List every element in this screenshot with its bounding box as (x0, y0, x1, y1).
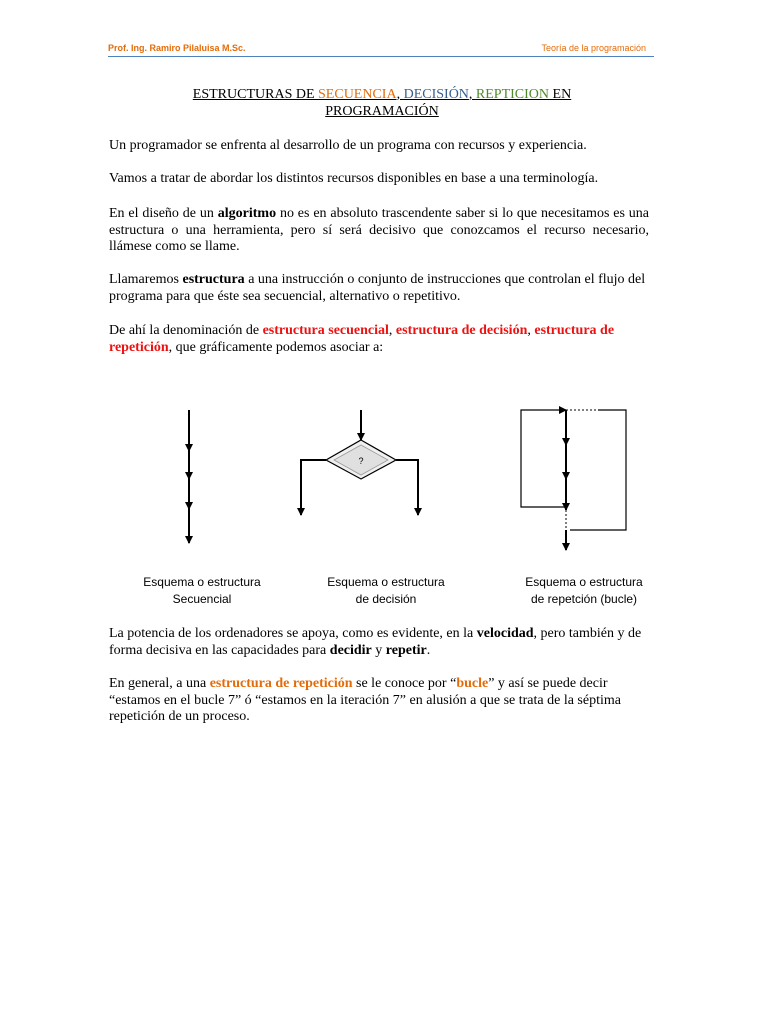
p6-repetir: repetir (385, 642, 427, 658)
p6-velocidad: velocidad (476, 626, 534, 641)
document-title (108, 86, 656, 120)
p6-text-e: y (371, 642, 386, 658)
p5-estructura-repeticion: estructura de repetición (109, 323, 615, 355)
decision-diagram (301, 410, 418, 515)
title-prefix: ESTRUCTURAS DE (192, 87, 319, 102)
p4-text-a: Llamaremos (109, 272, 183, 287)
caption-rep-line2: de repetción (bucle) (530, 592, 638, 606)
p5-estructura-secuencial: estructura secuencial (262, 323, 389, 338)
caption-seq-line2: Secuencial (172, 592, 232, 606)
paragraph-2: Vamos a tratar de abordar los distintos recursos disponibles en base a una terminología. (109, 171, 599, 186)
page-header (108, 42, 654, 57)
paragraph-7 (109, 676, 649, 726)
caption-repetition (504, 574, 664, 608)
p5-sep2: , (527, 323, 535, 338)
p5-sep1: , (388, 323, 396, 338)
structure-diagrams (0, 395, 768, 565)
paragraph-5 (109, 323, 649, 356)
p3-algoritmo: algoritmo (217, 206, 277, 221)
title-en: EN (549, 87, 572, 102)
p5-estructura-decision: estructura de decisión (395, 323, 528, 338)
paragraph-3 (109, 206, 649, 256)
title-decision: DECISIÓN (403, 87, 469, 102)
p6-text-c: , pero también y de forma decisiva en las capacidades para (109, 626, 642, 658)
p7-estructura-repeticion: estructura de repetición (209, 676, 353, 691)
p6-text-g: . (426, 642, 431, 658)
p7-text-c: se le conoce por “ (352, 676, 457, 691)
p7-text-e: ” y así se puede decir “estamos en el bucle 7” ó “estamos en la iteración 7” en alusión a que se trata de la séptima repetición de un proceso. (109, 676, 621, 724)
caption-dec-line1: Esquema o estructura (327, 575, 445, 589)
p5-text-a: De ahí la denominación de (109, 323, 263, 338)
header-author: Prof. Ing. Ramiro Pilaluisa M.Sc. (108, 43, 246, 53)
p3-text-c: no es en absoluto trascendente saber si lo que necesitamos es una estructura o una herramienta, pero sí será decisivo que conozcamos el recurso necesario, llámese como se llame. (109, 206, 649, 254)
title-secuencia: SECUENCIA (318, 87, 397, 102)
title-sep1: , (396, 87, 404, 102)
p5-text-g: , que gráficamente podemos asociar a: (168, 339, 384, 355)
title-repeticion: REPTICION (475, 87, 550, 102)
p6-decidir: decidir (329, 642, 372, 658)
title-line2: PROGRAMACIÓN (325, 104, 439, 119)
p4-estructura: estructura (182, 272, 245, 287)
caption-rep-line1: Esquema o estructura (525, 575, 643, 589)
decision-symbol: ? (358, 456, 364, 466)
title-sep2: , (468, 87, 476, 102)
p3-text-a: En el diseño de un (109, 206, 218, 221)
caption-sequential (128, 574, 276, 608)
p7-bucle: bucle (456, 676, 489, 691)
paragraph-1: Un programador se enfrenta al desarrollo de un programa con recursos y experiencia. (109, 138, 587, 153)
caption-seq-line1: Esquema o estructura (143, 575, 261, 589)
paragraph-6 (109, 626, 649, 659)
header-course: Teoría de la programación (541, 43, 646, 53)
p4-text-c: a una instrucción o conjunto de instrucciones que controlan el flujo del programa para que éste sea secuencial, alternativo o repetitivo. (109, 272, 646, 304)
paragraph-4 (109, 272, 649, 305)
caption-dec-line2: de decisión (355, 592, 417, 606)
p6-text-a: La potencia de los ordenadores se apoya, como es evidente, en la (109, 626, 477, 641)
p7-text-a: En general, a una (109, 676, 210, 691)
caption-decision (312, 574, 460, 608)
repetition-diagram (521, 410, 626, 550)
